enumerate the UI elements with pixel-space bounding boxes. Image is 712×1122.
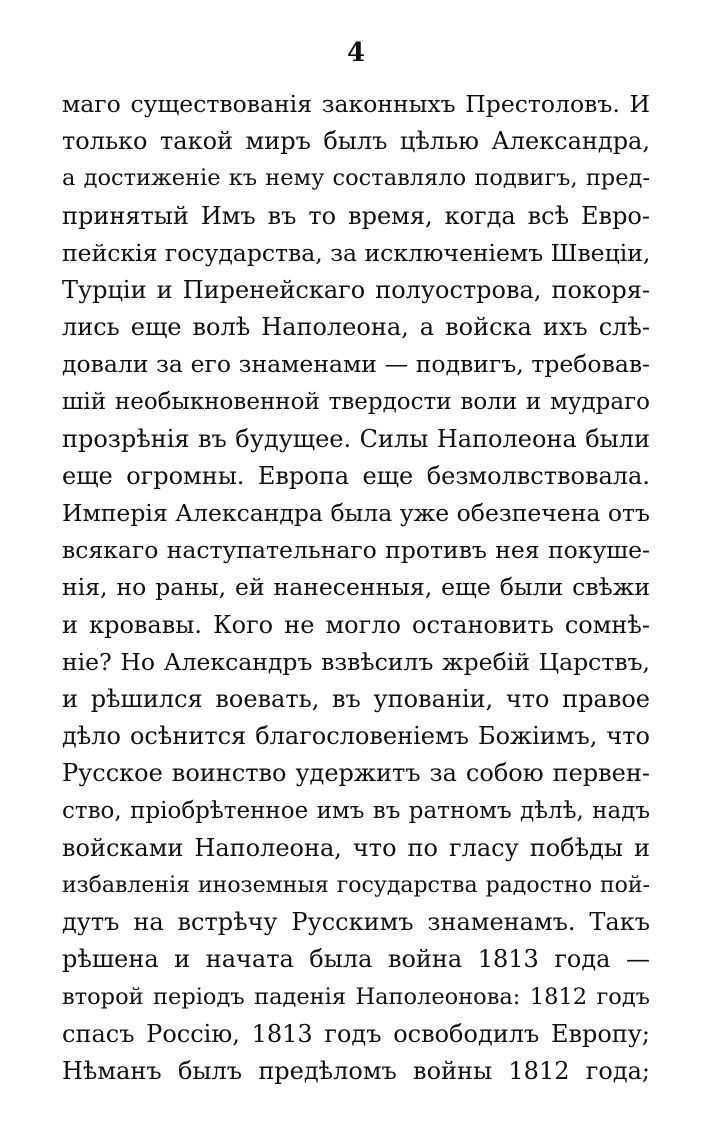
text-line: еще огромны. Европа еще безмолвствовала. <box>62 461 650 490</box>
text-line: довали за его знаменами — подвигъ, требовав- <box>62 350 650 379</box>
text-line: Русское воинство удержитъ за собою первен- <box>62 759 650 788</box>
text-line: и кровавы. Кого не могло остановить сомнѣ- <box>62 610 650 639</box>
text-line: всякаго наступательнаго противъ нея покуше- <box>62 536 650 565</box>
body-text <box>62 86 650 1090</box>
text-line: лись еще волѣ Наполеона, а войска ихъ слѣ- <box>62 313 650 342</box>
text-line: второй періодъ паденія Наполеонова: 1812 годъ <box>62 983 650 1010</box>
text-line: спасъ Россію, 1813 годъ освободилъ Европу; <box>62 1019 650 1048</box>
text-line: ство, пріобрѣтенное имъ въ ратномъ дѣлѣ, надъ <box>62 797 650 824</box>
page-number: 4 <box>346 38 366 68</box>
text-line: пейскія государства, за исключеніемъ Швеціи, <box>62 238 650 267</box>
text-line: избавленія иноземныя государства радостно пой- <box>62 872 650 898</box>
text-line: принятый Имъ въ то время, когда всѣ Евро- <box>62 201 650 230</box>
text-line: прозрѣнія въ будущее. Силы Наполеона были <box>62 424 650 453</box>
text-line: Имперія Александра была уже обезпечена отъ <box>62 499 650 528</box>
text-line: дѣло осѣнится благословеніемъ Божіимъ, что <box>62 722 650 751</box>
text-line: только такой миръ былъ цѣлью Александра, <box>62 127 650 156</box>
text-line: нія, но раны, ей нанесенныя, еще были свѣжи <box>62 573 650 602</box>
text-line: шій необыкновенной твердости воли и мудраго <box>62 388 650 415</box>
text-line: войсками Наполеона, что по гласу побѣды и <box>62 833 650 862</box>
text-line: дутъ на встрѣчу Русскимъ знаменамъ. Такъ <box>62 908 650 937</box>
text-line: ніе? Но Александръ взвѣсилъ жребій Царствъ, <box>62 647 650 676</box>
text-line: Нѣманъ былъ предѣломъ войны 1812 года; <box>62 1056 650 1085</box>
text-line: маго существованія законныхъ Престоловъ. И <box>62 90 650 118</box>
text-line: рѣшена и начата была война 1813 года — <box>62 945 650 974</box>
text-line: а достиженіе къ нему составляло подвигъ, пред- <box>62 165 650 192</box>
text-line: и рѣшился воевать, въ упованіи, что правое <box>62 685 650 713</box>
text-line: Турціи и Пиренейскаго полуострова, покоря- <box>62 275 650 304</box>
